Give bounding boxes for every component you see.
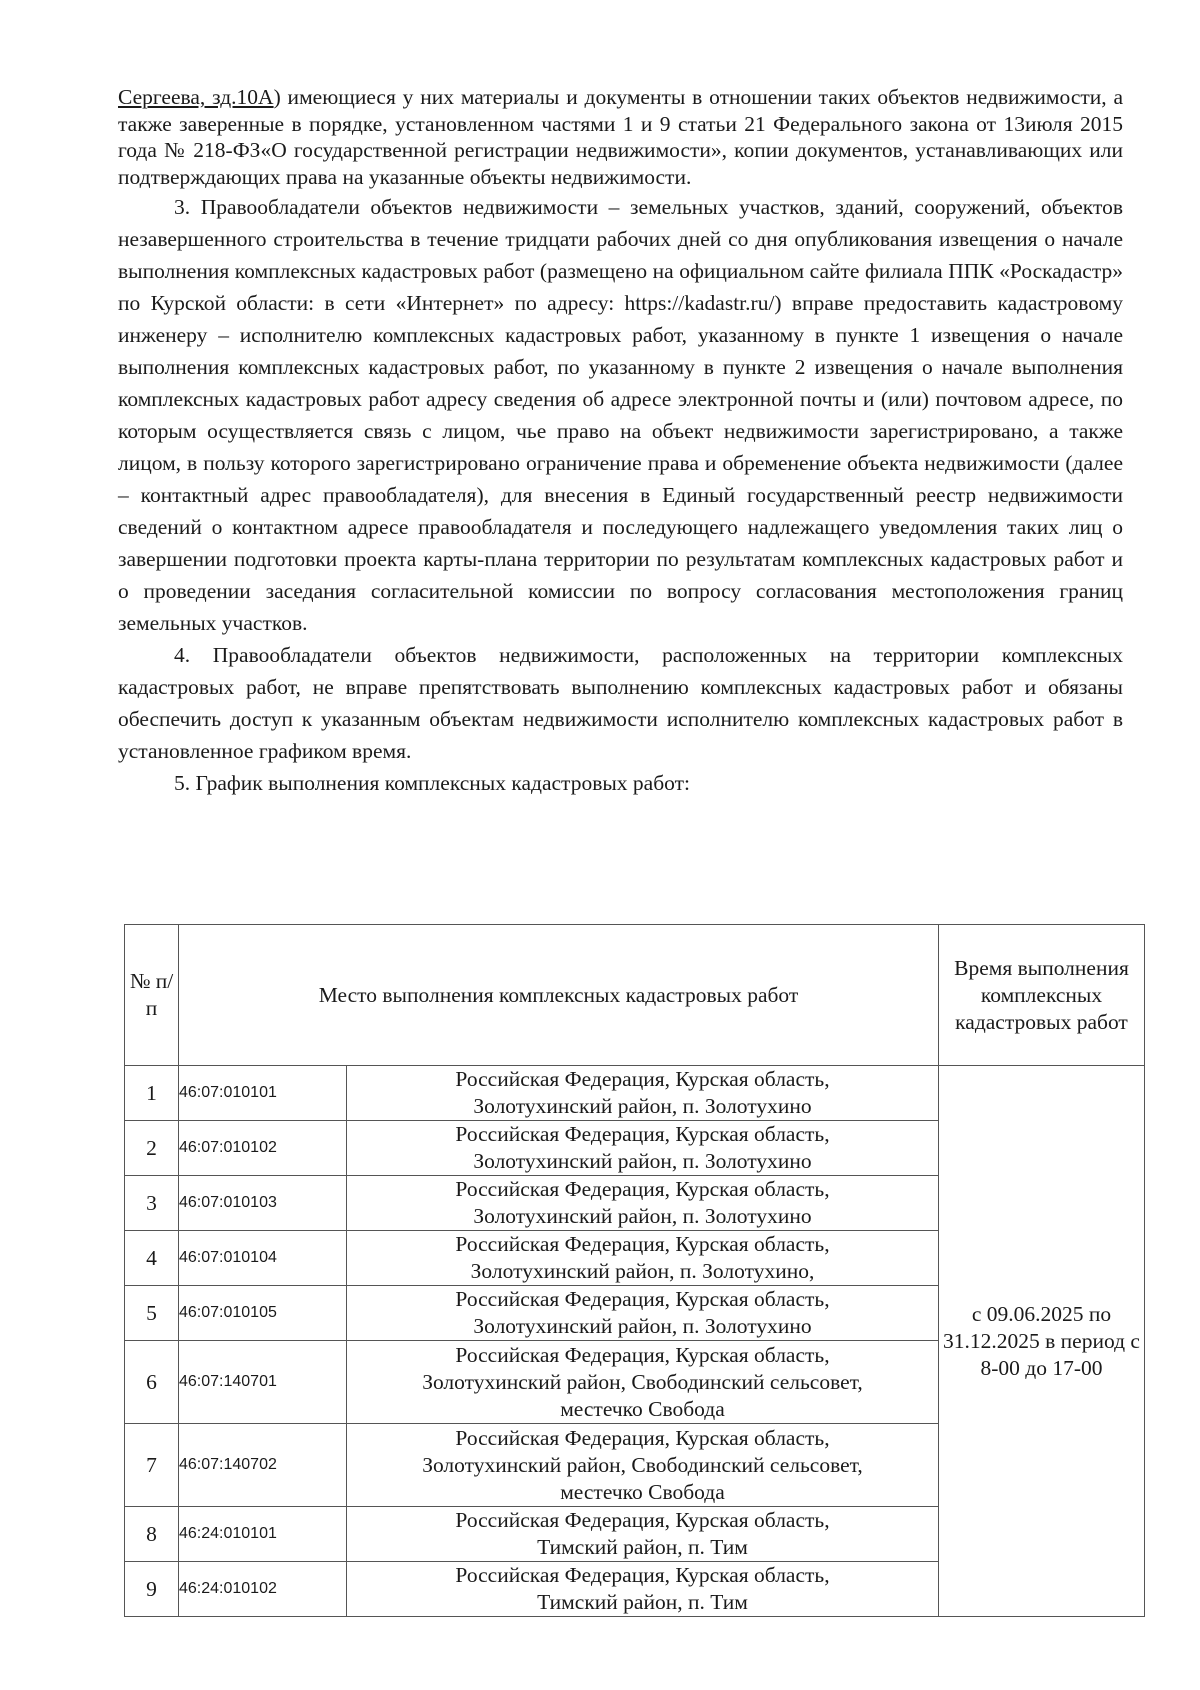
paragraph-3: 3. Правообладатели объектов недвижимости – земельных участков, зданий, сооружений, объектов незавершенного строительства в течение тридцати рабочих дней со дня опубликования извещения о начале выполнения комплексных кадастровых работ (размещено на официальном сайте филиала ППК «Роскадастр» по Курской области: в сети «Интернет» по адресу: https://kadastr.ru/) вправе предоставить кадастровому инженеру – исполнителю комплексных кадастровых работ, указанному в пункте 1 извещения о начале выполнения комплексных кадастровых работ, по указанному в пункте 2 извещения о начале выполнения комплексных кадастровых работ адресу сведения об адресе электронной почты и (или) почтовом адресе, по которым осуществляется связь с лицом, чье право на объект недвижимости зарегистрировано, а также лицом, в пользу которого зарегистрировано ограничение права и обременение объекта недвижимости (далее – контактный адрес правообладателя), для внесения в Единый государственный реестр недвижимости сведений о контактном адресе правообладателя и последующего надлежащего уведомления таких лиц о завершении подготовки проекта карты-плана территории по результатам комплексных кадастровых работ и о проведении заседания согласительной комиссии по вопросу согласования местоположения границ земельных участков.: [118, 194, 1123, 635]
address-line: Золотухинский район, п. Золотухино: [473, 1314, 812, 1338]
address-line: Золотухинский район, п. Золотухино,: [470, 1259, 815, 1283]
row-address: [347, 1424, 939, 1507]
cadastral-code: 46:24:010101: [179, 1507, 347, 1562]
cadastral-code: 46:07:010102: [179, 1121, 347, 1176]
table-row: [125, 1066, 1145, 1121]
paragraph-continuation: [118, 84, 1123, 191]
address-line: Российская Федерация, Курская область,: [455, 1122, 830, 1146]
cadastral-code: 46:07:010105: [179, 1286, 347, 1341]
row-number: 1: [125, 1066, 179, 1121]
address-line: Тимский район, п. Тим: [537, 1535, 748, 1559]
row-number: 3: [125, 1176, 179, 1231]
row-number: 7: [125, 1424, 179, 1507]
cadastral-code: 46:07:140701: [179, 1341, 347, 1424]
work-time: с 09.06.2025 по 31.12.2025 в период с 8-00 до 17-00: [939, 1066, 1145, 1617]
row-address: [347, 1286, 939, 1341]
row-number: 2: [125, 1121, 179, 1176]
address-line: Золотухинский район, п. Золотухино: [473, 1204, 812, 1228]
address-line: Золотухинский район, Свободинский сельсовет,: [422, 1369, 863, 1394]
header-place: Место выполнения комплексных кадастровых работ: [179, 925, 939, 1066]
cadastral-code: 46:07:010101: [179, 1066, 347, 1121]
row-number: 8: [125, 1507, 179, 1562]
cadastral-code: 46:07:010103: [179, 1176, 347, 1231]
row-number: 6: [125, 1341, 179, 1424]
row-address: [347, 1066, 939, 1121]
document-body: [118, 84, 1123, 799]
row-number: 5: [125, 1286, 179, 1341]
row-address: [347, 1231, 939, 1286]
cadastral-code: 46:24:010102: [179, 1562, 347, 1617]
address-line: Золотухинский район, п. Золотухино: [473, 1094, 812, 1118]
address-line: местечко Свобода: [560, 1396, 725, 1421]
underlined-address: Сергеева, зд.10А: [118, 85, 274, 109]
header-number: № п/п: [125, 925, 179, 1066]
row-number: 9: [125, 1562, 179, 1617]
row-address: [347, 1341, 939, 1424]
address-line: Российская Федерация, Курская область,: [455, 1425, 830, 1450]
address-line: Золотухинский район, п. Золотухино: [473, 1149, 812, 1173]
paragraph-4: 4. Правообладатели объектов недвижимости, расположенных на территории комплексных кадастровых работ, не вправе препятствовать выполнению комплексных кадастровых работ и обязаны обеспечить доступ к указанным объектам недвижимости исполнителю комплексных кадастровых работ в установленное графиком время.: [118, 642, 1123, 763]
address-line: Российская Федерация, Курская область,: [455, 1342, 830, 1367]
address-line: Российская Федерация, Курская область,: [455, 1232, 830, 1256]
address-line: Российская Федерация, Курская область,: [455, 1563, 830, 1587]
address-line: Золотухинский район, Свободинский сельсовет,: [422, 1452, 863, 1477]
paragraph-continuation-text: ) имеющиеся у них материалы и документы в отношении таких объектов недвижимости, а также заверенные в порядке, установленном частями 1 и 9 статьи 21 Федерального закона от 13июля 2015 года № 218-ФЗ«О государственной регистрации недвижимости», копии документов, устанавливающих или подтверждающих права на указанные объекты недвижимости.: [118, 85, 1123, 190]
table-header-row: [125, 925, 1145, 1066]
cadastral-code: 46:07:140702: [179, 1424, 347, 1507]
row-number: 4: [125, 1231, 179, 1286]
header-time: Время выполнения комплексных кадастровых работ: [939, 925, 1145, 1066]
address-line: Тимский район, п. Тим: [537, 1590, 748, 1614]
cadastral-code: 46:07:010104: [179, 1231, 347, 1286]
row-address: [347, 1507, 939, 1562]
row-address: [347, 1121, 939, 1176]
address-line: Российская Федерация, Курская область,: [455, 1177, 830, 1201]
row-address: [347, 1176, 939, 1231]
paragraph-5-heading: 5. График выполнения комплексных кадастровых работ:: [174, 770, 690, 795]
row-address: [347, 1562, 939, 1617]
schedule-table: [124, 924, 1145, 1617]
address-line: Российская Федерация, Курская область,: [455, 1287, 830, 1311]
address-line: Российская Федерация, Курская область,: [455, 1067, 830, 1091]
address-line: местечко Свобода: [560, 1479, 725, 1504]
address-line: Российская Федерация, Курская область,: [455, 1508, 830, 1532]
